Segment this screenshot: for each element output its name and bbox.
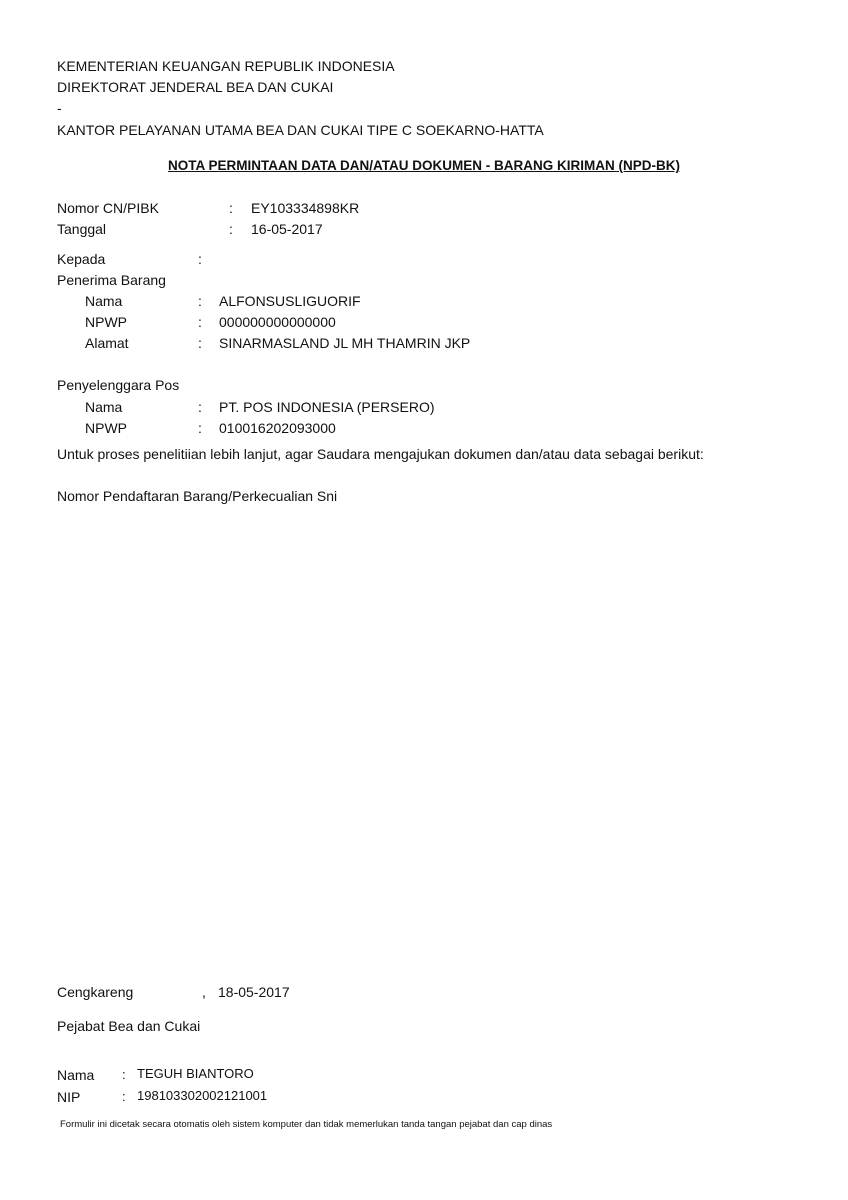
pos-nama-value: PT. POS INDONESIA (PERSERO) — [219, 399, 435, 415]
official-nama-label: Nama — [57, 1067, 95, 1083]
penerima-npwp-label: NPWP — [85, 314, 127, 330]
penerima-alamat-colon: : — [198, 335, 202, 351]
document-title: NOTA PERMINTAAN DATA DAN/ATAU DOKUMEN - BARANG KIRIMAN (NPD-BK) — [168, 158, 680, 173]
official-label: Pejabat Bea dan Cukai — [57, 1018, 201, 1034]
penerima-nama-value: ALFONSUSLIGUORIF — [219, 293, 361, 309]
requested-item: Nomor Pendaftaran Barang/Perkecualian Sni — [57, 488, 338, 504]
directorate-heading: DIREKTORAT JENDERAL BEA DAN CUKAI — [57, 79, 334, 95]
penerima-npwp-colon: : — [198, 314, 202, 330]
penerima-alamat-label: Alamat — [85, 335, 129, 351]
footer-note: Formulir ini dicetak secara otomatis oleh sistem komputer dan tidak memerlukan tanda tangan pejabat dan cap dinas — [60, 1119, 553, 1130]
office-heading: KANTOR PELAYANAN UTAMA BEA DAN CUKAI TIPE C SOEKARNO-HATTA — [57, 122, 544, 138]
signature-comma: , — [202, 984, 206, 1000]
penerima-alamat-value: SINARMASLAND JL MH THAMRIN JKP — [219, 335, 471, 351]
penerima-section-label: Penerima Barang — [57, 272, 166, 288]
official-nama-value: TEGUH BIANTORO — [137, 1066, 254, 1081]
penerima-npwp-value: 000000000000000 — [219, 314, 336, 330]
penerima-nama-label: Nama — [85, 293, 123, 309]
header-dash: - — [57, 100, 62, 116]
official-nama-colon: : — [122, 1067, 126, 1082]
official-nip-label: NIP — [57, 1089, 81, 1105]
tanggal-colon: : — [229, 221, 233, 237]
request-text: Untuk proses penelitiian lebih lanjut, agar Saudara mengajukan dokumen dan/atau data sebagai berikut: — [57, 446, 704, 462]
tanggal-value: 16-05-2017 — [251, 221, 323, 237]
pos-nama-colon: : — [198, 399, 202, 415]
pos-npwp-value: 010016202093000 — [219, 420, 336, 436]
penerima-nama-colon: : — [198, 293, 202, 309]
ministry-heading: KEMENTERIAN KEUANGAN REPUBLIK INDONESIA — [57, 58, 395, 74]
pos-npwp-label: NPWP — [85, 420, 127, 436]
pos-npwp-colon: : — [198, 420, 202, 436]
nomor-value: EY103334898KR — [251, 200, 360, 216]
nomor-colon: : — [229, 200, 233, 216]
pos-nama-label: Nama — [85, 399, 123, 415]
kepada-label: Kepada — [57, 251, 106, 267]
tanggal-label: Tanggal — [57, 221, 107, 237]
pos-section-label: Penyelenggara Pos — [57, 377, 180, 393]
nomor-label: Nomor CN/PIBK — [57, 200, 159, 216]
official-nip-value: 198103302002121001 — [137, 1088, 268, 1103]
signature-date: 18-05-2017 — [218, 984, 290, 1000]
kepada-colon: : — [198, 251, 202, 267]
official-nip-colon: : — [122, 1089, 126, 1104]
signature-place: Cengkareng — [57, 984, 134, 1000]
